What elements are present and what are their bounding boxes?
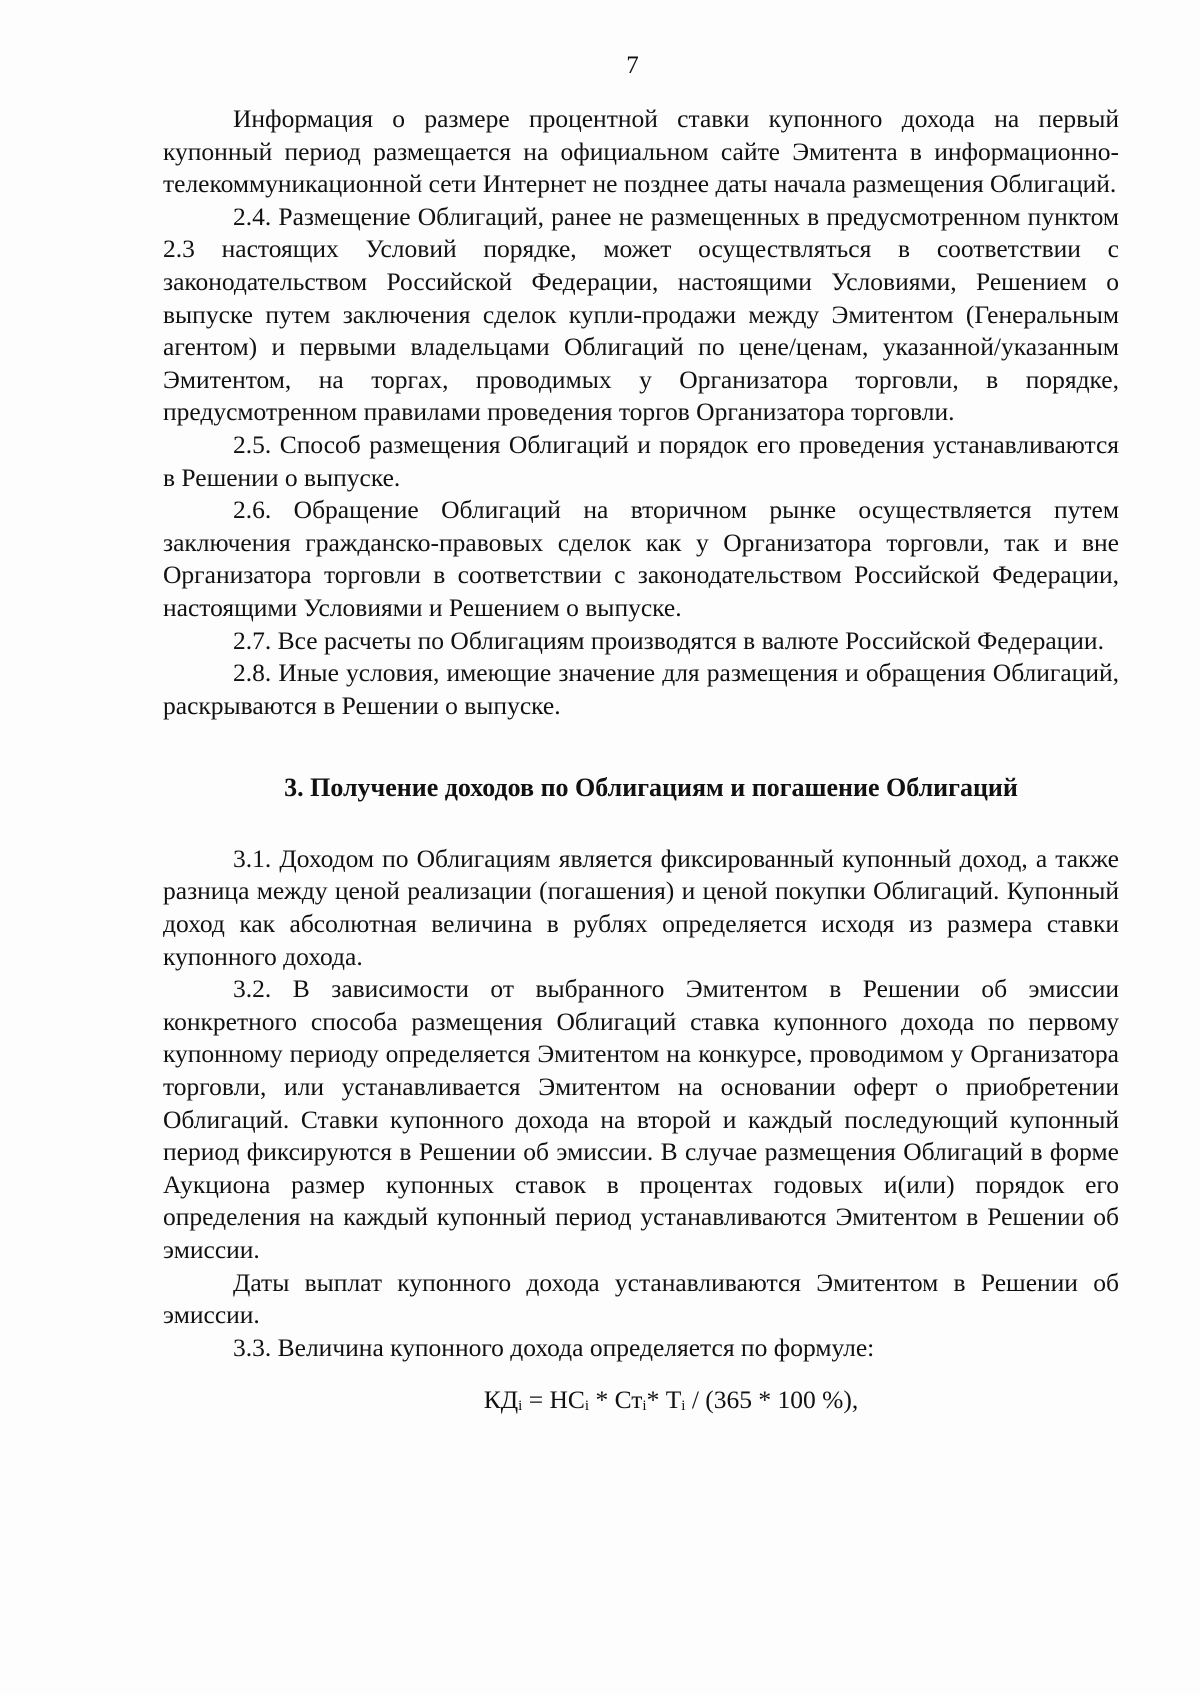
paragraph-2-6: 2.6. Обращение Облигаций на вторичном рынке осуществляется путем заключения гражданско-правовых сделок как у Организатора торговли, так и вне Организатора торговли в соответствии с законодательством Российской Федерации, настоящими Условиями и Решением о выпуске. xyxy=(163,495,1119,622)
formula-ct: Ст xyxy=(614,1385,643,1415)
formula-equals: = xyxy=(522,1385,550,1415)
paragraph-intro: Информация о размере процентной ставки купонного дохода на первый купонный период размещается на официальном сайте Эмитента в информационно-телекоммуникационной сети Интернет не позднее даты начала размещения Облигаций. xyxy=(163,104,1119,199)
paragraph-3-2: 3.2. В зависимости от выбранного Эмитентом в Решении об эмиссии конкретного способа размещения Облигаций ставка купонного дохода по первому купонному периоду определяется Эмитентом на конкурсе, проводимом у Организатора торговли, или устанавливается Эмитентом на основании оферт о приобретении Облигаций. Ставки купонного дохода на второй и каждый последующий купонный период фиксируются в Решении об эмиссии. В случае размещения Облигаций в форме Аукциона размер купонных ставок в процентах годовых и(или) порядок его определения на каждый купонный период устанавливаются Эмитентом в Решении об эмиссии. xyxy=(163,974,1119,1264)
formula-multiply: * xyxy=(589,1385,615,1415)
paragraph-3-3: 3.3. Величина купонного дохода определяется по формуле: xyxy=(233,1332,875,1362)
formula-index: i xyxy=(518,1398,523,1415)
formula-multiply: * xyxy=(646,1385,666,1415)
coupon-formula xyxy=(163,1384,1119,1423)
paragraph-2-4: 2.4. Размещение Облигаций, ранее не размещенных в предусмотренном пунктом 2.3 настоящих Условий порядке, может осуществляться в соответствии с законодательством Российской Федерации, настоящими Условиями, Решением о выпуске путем заключения сделок купли-продажи между Эмитентом (Генеральным агентом) и первыми владельцами Облигаций по цене/ценам, указанной/указанным Эмитентом, на торгах, проводимых у Организатора торговли, в порядке, предусмотренном правилами проведения торгов Организатора торговли. xyxy=(163,201,1119,427)
formula-index: i xyxy=(584,1398,590,1415)
paragraph-2-8: 2.8. Иные условия, имеющие значение для размещения и обращения Облигаций, раскрываются в Решении о выпуске. xyxy=(163,658,1119,720)
document-body xyxy=(163,103,1119,1423)
formula-nc: НС xyxy=(549,1385,585,1415)
formula-tail: / (365 * 100 %), xyxy=(685,1385,859,1415)
paragraph-2-7: 2.7. Все расчеты по Облигациям производятся в валюте Российской Федерации. xyxy=(233,625,1104,655)
formula-t: Т xyxy=(665,1385,682,1415)
formula-index: i xyxy=(681,1398,686,1415)
formula-kd: КД xyxy=(483,1385,519,1415)
formula-index: i xyxy=(642,1398,647,1415)
page-number: 7 xyxy=(626,52,639,79)
paragraph-coupon-dates: Даты выплат купонного дохода устанавливаются Эмитентом в Решении об эмиссии. xyxy=(163,1267,1119,1330)
paragraph-2-5: 2.5. Способ размещения Облигаций и порядок его проведения устанавливаются в Решении о выпуске. xyxy=(163,429,1119,492)
section-heading: 3. Получение доходов по Облигациям и погашение Облигаций xyxy=(284,773,1018,803)
paragraph-3-1: 3.1. Доходом по Облигациям является фиксированный купонный доход, а также разница между ценой реализации (погашения) и ценой покупки Облигаций. Купонный доход как абсолютная величина в рублях определяется исходя из размера ставки купонного дохода. xyxy=(163,843,1119,971)
